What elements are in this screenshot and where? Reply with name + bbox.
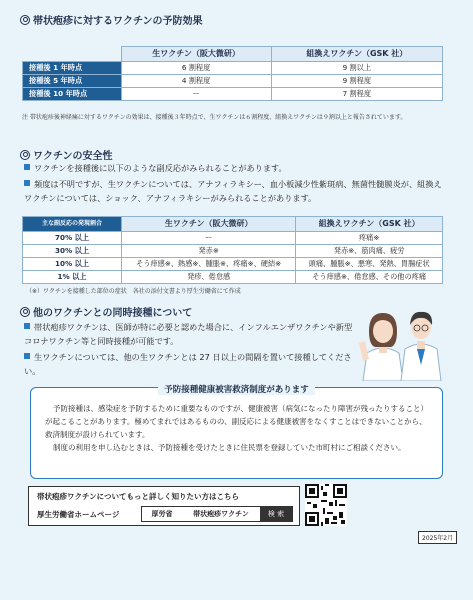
relief-title: 予防接種健康被害救済制度があります — [31, 383, 442, 395]
efficacy-section-title — [20, 12, 203, 27]
safety-bullet: 頻度は不明ですが、生ワクチンについては、アナフィラキシー、血小板減少性紫斑病、無菌性髄膜炎が、組換えワクチンについては、ショック、アナフィラキシーがみられることがあります。 — [24, 179, 442, 203]
table-row — [23, 245, 443, 258]
table-row — [23, 258, 443, 271]
table-row — [23, 88, 443, 101]
safety-bullet: ワクチンを接種後に以下のような副反応がみられることがあります。 — [24, 161, 444, 175]
table-cell: 30% 以上 — [23, 245, 122, 258]
square-bullet-icon — [24, 353, 30, 359]
double-circle-icon — [20, 150, 30, 160]
footer-link-box — [28, 486, 300, 526]
table-cell: 発疹、倦怠感 — [122, 271, 296, 284]
simultaneous-bullet: 生ワクチンについては、他の生ワクチンとは 27 日以上の間隔を置いて接種してください。 — [24, 352, 352, 376]
table-cell: 疼痛※ — [296, 232, 443, 245]
footer-heading: 帯状疱疹ワクチンについてもっと詳しく知りたい方はこちら — [37, 492, 239, 501]
double-circle-icon — [20, 307, 30, 317]
table-cell: 接種後 10 年時点 — [23, 88, 122, 101]
safety-section-title — [20, 147, 113, 162]
table-cell: 9 割以上 — [271, 62, 442, 75]
efficacy-title: 帯状疱疹に対するワクチンの予防効果 — [33, 16, 203, 27]
relief-body — [45, 402, 428, 454]
square-bullet-icon — [24, 180, 30, 186]
square-bullet-icon — [24, 323, 30, 329]
safety-title: ワクチンの安全性 — [33, 151, 113, 162]
footer-site-name: 厚生労働省ホームページ — [37, 510, 120, 519]
table-cell: ー — [121, 88, 271, 101]
safety-note: （※）ワクチンを接種した部位の症状 各社の添付文書より厚生労働省にて作成 — [26, 288, 241, 295]
table-cell: ー — [122, 232, 296, 245]
table-cell: 6 割程度 — [121, 62, 271, 75]
table-header: 組換えワクチン（GSK 社） — [296, 217, 443, 232]
square-bullet-icon — [24, 164, 30, 170]
relief-paragraph: 予防接種は、感染症を予防するために重要なものですが、健康被害（病気になったり障害が残ったりすること）が起こることがあります。極めてまれではあるものの、副反応による健康被害をなくすことはできないことから、救済制度が設けられています。 — [45, 404, 428, 439]
search-term: 厚労省 — [151, 510, 173, 518]
table-header: 生ワクチン（阪大微研） — [122, 217, 296, 232]
table-cell: 9 割程度 — [271, 75, 442, 88]
doctors-illustration — [355, 305, 450, 381]
table-cell: 7 割程度 — [271, 88, 442, 101]
table-cell: 10% 以上 — [23, 258, 122, 271]
table-header — [23, 47, 122, 62]
relief-system-box — [30, 387, 443, 479]
simultaneous-bullet: 帯状疱疹ワクチンは、医師が特に必要と認めた場合に、インフルエンザワクチンや新型コロナワクチン等と同時接種が可能です。 — [24, 322, 353, 346]
table-header: 組換えワクチン（GSK 社） — [271, 47, 442, 62]
efficacy-table — [22, 46, 443, 101]
table-row — [23, 62, 443, 75]
relief-paragraph: 制度の利用を申し込むときは、予防接種を受けたときに住民票を登録していた市町村にご相談ください。 — [53, 443, 406, 452]
simultaneous-title: 他のワクチンとの同時接種について — [33, 308, 193, 319]
table-cell: 頭痛、腫脹※、悪寒、発熱、胃腸症状 — [296, 258, 443, 271]
issue-date: 2025年2月 — [418, 531, 457, 544]
table-row — [23, 232, 443, 245]
simultaneous-section-title — [20, 304, 192, 319]
table-row — [23, 271, 443, 284]
search-term: 帯状疱疹ワクチン — [193, 510, 249, 518]
table-row — [23, 75, 443, 88]
qr-code[interactable] — [305, 484, 347, 526]
search-button[interactable]: 検 索 — [260, 507, 292, 521]
table-cell: 1% 以上 — [23, 271, 122, 284]
double-circle-icon — [20, 15, 30, 25]
table-cell: 接種後 5 年時点 — [23, 75, 122, 88]
table-cell: 70% 以上 — [23, 232, 122, 245]
table-cell: 発赤※、筋肉痛、疲労 — [296, 245, 443, 258]
table-cell: 4 割程度 — [121, 75, 271, 88]
table-header: 主な副反応の発現割合 — [23, 217, 122, 232]
side-effects-table — [22, 216, 443, 284]
table-cell: 発赤※ — [122, 245, 296, 258]
table-cell: そう痒感※、熱感※、腫脹※、疼痛※、硬結※ — [122, 258, 296, 271]
table-header: 生ワクチン（阪大微研） — [121, 47, 271, 62]
table-cell: そう痒感※、倦怠感、その他の疼痛 — [296, 271, 443, 284]
efficacy-note: 注 帯状疱疹後神経痛に対するワクチンの効果は、接種後３年時点で、生ワクチンは６割程度、組換えワクチンは９割以上と報告されています。 — [22, 114, 407, 121]
search-bar[interactable] — [141, 506, 293, 522]
table-cell: 接種後 1 年時点 — [23, 62, 122, 75]
